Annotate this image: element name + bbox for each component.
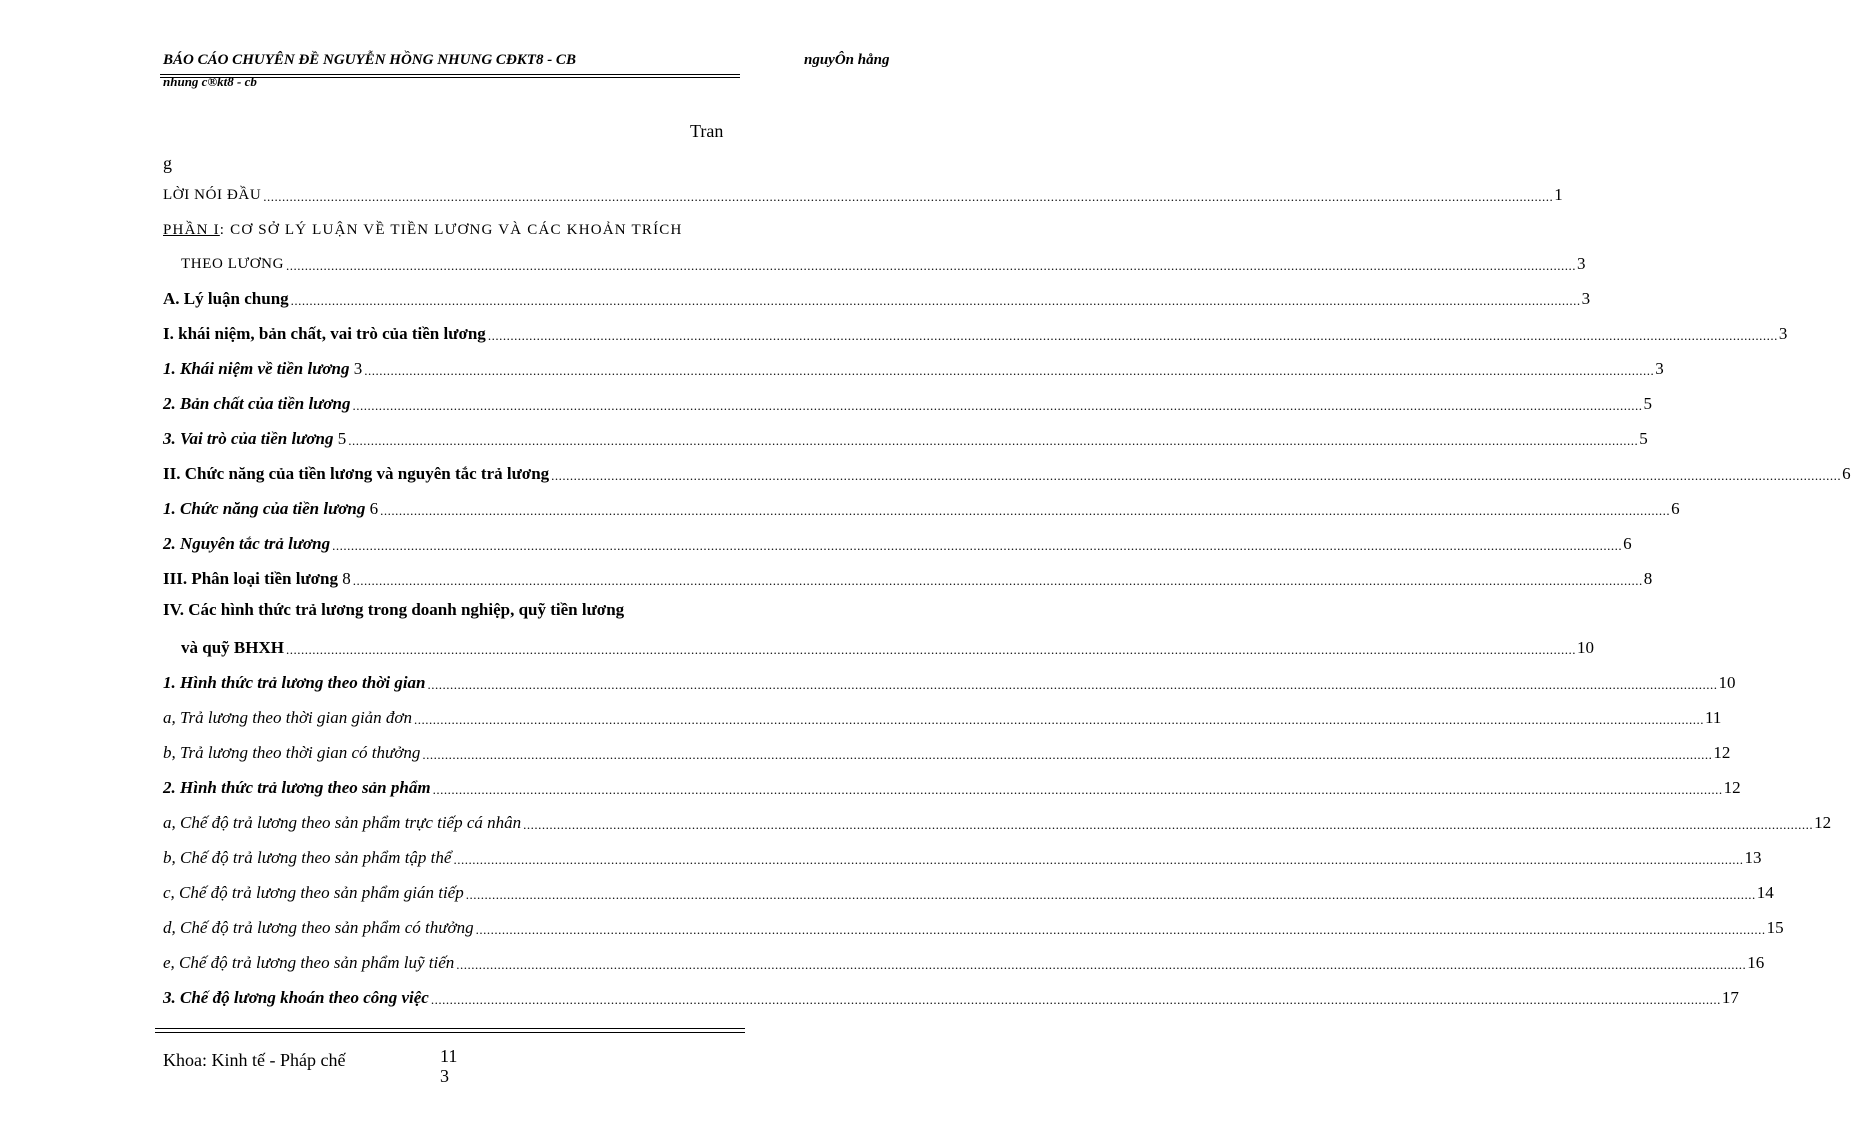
toc-entry-page: 12: [1713, 743, 1731, 762]
toc-entry-text: THEO LƯƠNG: [181, 256, 285, 272]
toc-entry-text: e, Chế độ trả lương theo sản phẩm luỹ tiến: [163, 953, 455, 972]
toc-entry[interactable]: [163, 284, 1591, 310]
toc-entry-text: 3. Chế độ lương khoán theo công việc: [163, 988, 429, 1007]
toc-leader-dots: [286, 641, 1576, 659]
toc-entry-text: 1. Hình thức trả lương theo thời gian: [163, 673, 426, 692]
footer-faculty: Khoa: Kinh tế - Pháp chế: [163, 1050, 346, 1070]
toc-entry[interactable]: [163, 773, 1741, 799]
toc-entry-text: : CƠ SỞ LÝ LUẬN VỀ TIỀN LƯƠNG VÀ CÁC KHOẢN TRÍCH: [219, 222, 683, 238]
toc-entry-text: 3. Vai trò của tiền lương: [163, 429, 334, 448]
toc-entry-text: 1. Chức năng của tiền lương: [163, 499, 366, 518]
toc-leader-dots: [422, 746, 1712, 764]
toc-leader-dots: [364, 362, 1654, 380]
toc-entry-text: d, Chế độ trả lương theo sản phẩm có thưởng: [163, 918, 474, 937]
toc-entry[interactable]: [163, 983, 1739, 1009]
toc-entry[interactable]: [163, 808, 1832, 834]
toc-entry-text: II. Chức năng của tiền lương và nguyên tắc trả lương: [163, 464, 550, 483]
header-title: BÁO CÁO CHUYÊN ĐỀ NGUYỄN HỒNG NHUNG CĐKT8 - CB nguyÔn hång: [163, 52, 890, 68]
toc-entry-page: 3: [1577, 254, 1587, 273]
toc-entry-page: 13: [1744, 848, 1762, 867]
toc-leader-dots: [353, 572, 1643, 590]
toc-entry-page: 14: [1756, 883, 1774, 902]
toc-entry-page: 12: [1814, 813, 1832, 832]
toc-entry-page: 5: [1639, 429, 1648, 448]
toc-entry-text: a, Chế độ trả lương theo sản phẩm trực tiếp cá nhân: [163, 813, 522, 832]
toc-entry-text: c, Chế độ trả lương theo sản phẩm gián tiếp: [163, 883, 464, 902]
toc-entry-page: 16: [1747, 953, 1765, 972]
toc-entry-text: III. Phân loại tiền lương: [163, 569, 339, 588]
toc-entry[interactable]: [163, 843, 1762, 869]
toc-leader-dots: [263, 188, 1553, 206]
toc-entry-page: 5: [1643, 394, 1652, 413]
toc-entry[interactable]: [163, 319, 1788, 345]
toc-entry-extra: 8: [338, 569, 351, 588]
toc-entry-text: LỜI NÓI ĐẦU: [163, 187, 262, 203]
footer-rule-bottom: [155, 1032, 745, 1033]
header-right-text: nguyÔn hång: [804, 52, 890, 68]
toc-entry-extra: 3: [349, 359, 363, 378]
toc-entry[interactable]: [163, 180, 1564, 206]
toc-entry[interactable]: [163, 948, 1765, 974]
toc-entry[interactable]: [181, 249, 1587, 275]
toc-entry-page: 12: [1723, 778, 1741, 797]
toc-entry-page: 1: [1554, 185, 1564, 204]
toc-entry-extra: 5: [333, 429, 347, 448]
toc-entry[interactable]: [163, 564, 1653, 590]
toc-entry-text: 1. Khái niệm về tiền lương: [163, 359, 350, 378]
toc-leader-dots: [332, 537, 1622, 555]
toc-leader-dots: [476, 921, 1766, 939]
toc-entry-text: A. Lý luận chung: [163, 289, 289, 308]
toc-entry-page: 3: [1778, 324, 1788, 343]
toc-entry-page: 3: [1655, 359, 1664, 378]
toc-entry[interactable]: [163, 222, 735, 248]
toc-entry-text: và quỹ BHXH: [181, 638, 284, 657]
toc-entry-text[interactable]: IV. Các hình thức trả lương trong doanh nghiệp, quỹ tiền lương: [163, 600, 625, 619]
toc-entry[interactable]: [163, 354, 1664, 380]
toc-leader-dots: [291, 292, 1581, 310]
toc-entry[interactable]: [163, 738, 1731, 764]
toc-entry[interactable]: [163, 494, 1680, 520]
toc-leader-dots: [348, 432, 1638, 450]
toc-leader-dots: [286, 257, 1576, 275]
toc-entry[interactable]: [163, 913, 1784, 939]
toc-entry[interactable]: [181, 633, 1594, 659]
toc-leader-dots: [352, 397, 1642, 415]
footer-page-total: 3: [440, 1066, 449, 1086]
toc-entry-text: 2. Nguyên tắc trả lương: [163, 534, 331, 553]
toc-entry-text: I. khái niệm, bản chất, vai trò của tiền lương: [163, 324, 486, 343]
toc-leader-dots: [466, 886, 1756, 904]
toc-entry-page: 10: [1718, 673, 1736, 692]
toc-entry-page: 11: [1705, 708, 1722, 727]
toc-entry-page: 15: [1766, 918, 1784, 937]
toc-leader-dots: [431, 991, 1721, 1009]
toc-entry-page: 10: [1576, 638, 1594, 657]
toc-entry-prefix: PHẦN I: [163, 222, 220, 238]
toc-entry-page: 17: [1721, 988, 1739, 1007]
toc-entry-page: 6: [1671, 499, 1680, 518]
toc-leader-dots: [433, 781, 1723, 799]
toc-entry[interactable]: [163, 703, 1722, 729]
trang-label-part2: g: [163, 153, 172, 173]
toc-leader-dots: [488, 327, 1778, 345]
toc-entry[interactable]: [163, 668, 1736, 694]
toc-entry[interactable]: [163, 878, 1774, 904]
toc-leader-dots: [414, 711, 1704, 729]
toc-entry-text: 2. Bản chất của tiền lương: [163, 394, 351, 413]
toc-entry[interactable]: [163, 529, 1632, 555]
toc-entry-page: 3: [1581, 289, 1591, 308]
toc-leader-dots: [428, 676, 1718, 694]
toc-entry-page: 8: [1643, 569, 1653, 588]
toc-leader-dots: [523, 816, 1813, 834]
toc-leader-dots: [551, 467, 1841, 485]
toc-entry[interactable]: [163, 389, 1652, 415]
footer-page-number: 11: [440, 1046, 458, 1066]
header-subtitle: nhung c®kt8 - cb: [163, 74, 257, 89]
toc-leader-dots: [380, 502, 1670, 520]
toc-leader-dots: [453, 851, 1743, 869]
toc-entry[interactable]: [163, 424, 1648, 450]
toc-entry-text: b, Trả lương theo thời gian có thưởng: [163, 743, 421, 762]
toc-leader-dots: [456, 956, 1746, 974]
toc-entry-page: 6: [1623, 534, 1632, 553]
toc-entry-text: 2. Hình thức trả lương theo sản phẩm: [163, 778, 431, 797]
toc-entry-page: 6: [1842, 464, 1851, 483]
toc-entry-text: a, Trả lương theo thời gian giản đơn: [163, 708, 413, 727]
toc-entry-extra: 6: [365, 499, 379, 518]
toc-entry[interactable]: [163, 459, 1851, 485]
footer-rule-top: [155, 1028, 745, 1029]
toc-entry-text: b, Chế độ trả lương theo sản phẩm tập thể: [163, 848, 452, 867]
trang-label-part1: Tran: [690, 121, 724, 141]
